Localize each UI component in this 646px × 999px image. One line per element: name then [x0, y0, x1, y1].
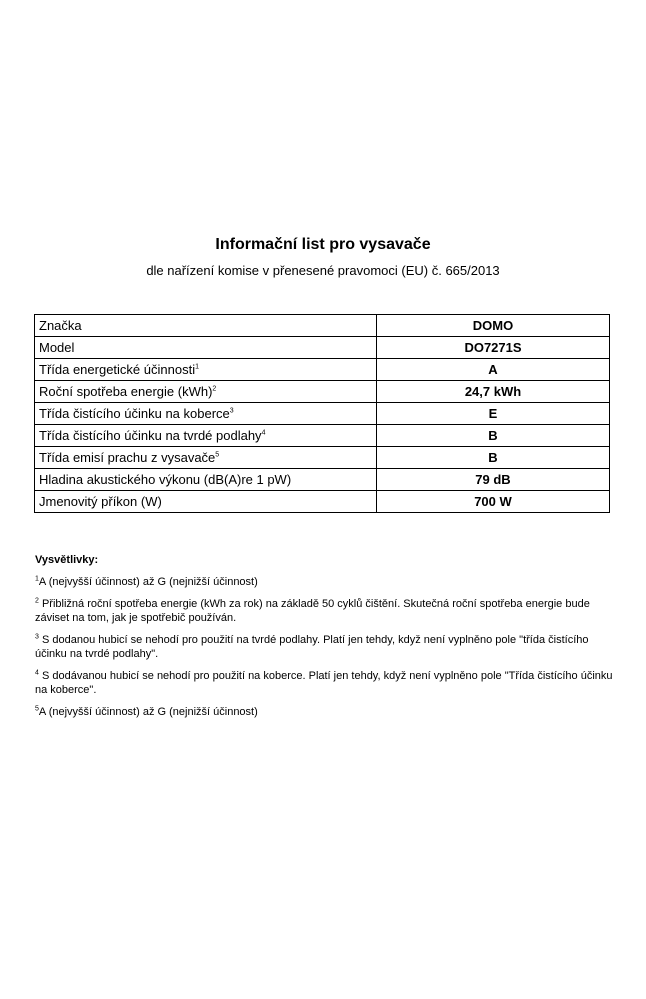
- footnote-text: Přibližná roční spotřeba energie (kWh za rok) na základě 50 cyklů čištění. Skutečná roční spotřeba energie bude záviset na tom, jak je spotřebič používán.: [35, 598, 590, 624]
- footnote-text: A (nejvyšší účinnost) až G (nejnižší účinnost): [38, 576, 258, 588]
- footnote-item: [35, 669, 615, 697]
- footnote-text: S dodanou hubicí se nehodí pro použití na tvrdé podlahy. Platí jen tehdy, když není vyplněno pole "třída čistícího účinku na tvrdé podlahy".: [35, 634, 589, 660]
- row-value: E: [377, 403, 610, 425]
- row-label: Hladina akustického výkonu (dB(A)re 1 pW): [35, 469, 377, 491]
- row-value: B: [377, 447, 610, 469]
- table-row-dust-emission-class: [35, 447, 610, 469]
- footnote-number: 2: [35, 597, 39, 605]
- table-row-brand: [35, 315, 610, 337]
- table-row-rated-power: [35, 491, 610, 513]
- footnotes-section: [35, 553, 615, 727]
- row-value: DO7271S: [377, 337, 610, 359]
- footnote-text: A (nejvyšší účinnost) až G (nejnižší účinnost): [38, 706, 258, 718]
- footnote-ref: 4: [261, 429, 266, 437]
- footnote-item: [35, 597, 615, 625]
- row-value: 79 dB: [377, 469, 610, 491]
- footnote-number: 5: [35, 705, 39, 713]
- row-value: 24,7 kWh: [377, 381, 610, 403]
- footnote-item: [35, 705, 615, 719]
- table-row-energy-class: [35, 359, 610, 381]
- footnote-ref: 3: [229, 407, 234, 415]
- row-value: A: [377, 359, 610, 381]
- row-value: DOMO: [377, 315, 610, 337]
- footnote-number: 4: [35, 669, 39, 677]
- footnote-item: [35, 633, 615, 661]
- row-value: B: [377, 425, 610, 447]
- table-row-carpet-class: [35, 403, 610, 425]
- row-label: Třída emisí prachu z vysavače$^5$: [35, 447, 377, 469]
- table-row-annual-consumption: [35, 381, 610, 403]
- footnotes-heading: Vysvětlivky:: [35, 554, 99, 566]
- table-row-hard-floor-class: [35, 425, 610, 447]
- row-label: Jmenovitý příkon (W): [35, 491, 377, 513]
- table-row-model: [35, 337, 610, 359]
- row-value: 700 W: [377, 491, 610, 513]
- row-label: Model: [35, 337, 377, 359]
- product-info-table: [34, 314, 610, 513]
- table-row-noise-level: [35, 469, 610, 491]
- document-subtitle: dle nařízení komise v přenesené pravomoci (EU) č. 665/2013: [146, 263, 500, 278]
- row-label: Značka: [35, 315, 377, 337]
- row-label: Třída čistícího účinku na tvrdé podlahy$^4$: [35, 425, 377, 447]
- footnote-ref: 2: [212, 385, 217, 393]
- footnote-number: 3: [35, 633, 39, 641]
- document-title: Informační list pro vysavače: [215, 236, 431, 253]
- row-label: Roční spotřeba energie (kWh)$^2$: [35, 381, 377, 403]
- footnote-item: [35, 575, 615, 589]
- footnote-number: 1: [35, 575, 39, 583]
- footnote-ref: 5: [215, 451, 220, 459]
- row-label: Třída čistícího účinku na koberce$^3$: [35, 403, 377, 425]
- row-label: Třída energetické účinnosti$^1$: [35, 359, 377, 381]
- footnote-ref: 1: [195, 363, 199, 371]
- footnote-text: S dodávanou hubicí se nehodí pro použití na koberce. Platí jen tehdy, když není vyplněno pole "Třída čistícího účinku na koberce".: [35, 670, 613, 696]
